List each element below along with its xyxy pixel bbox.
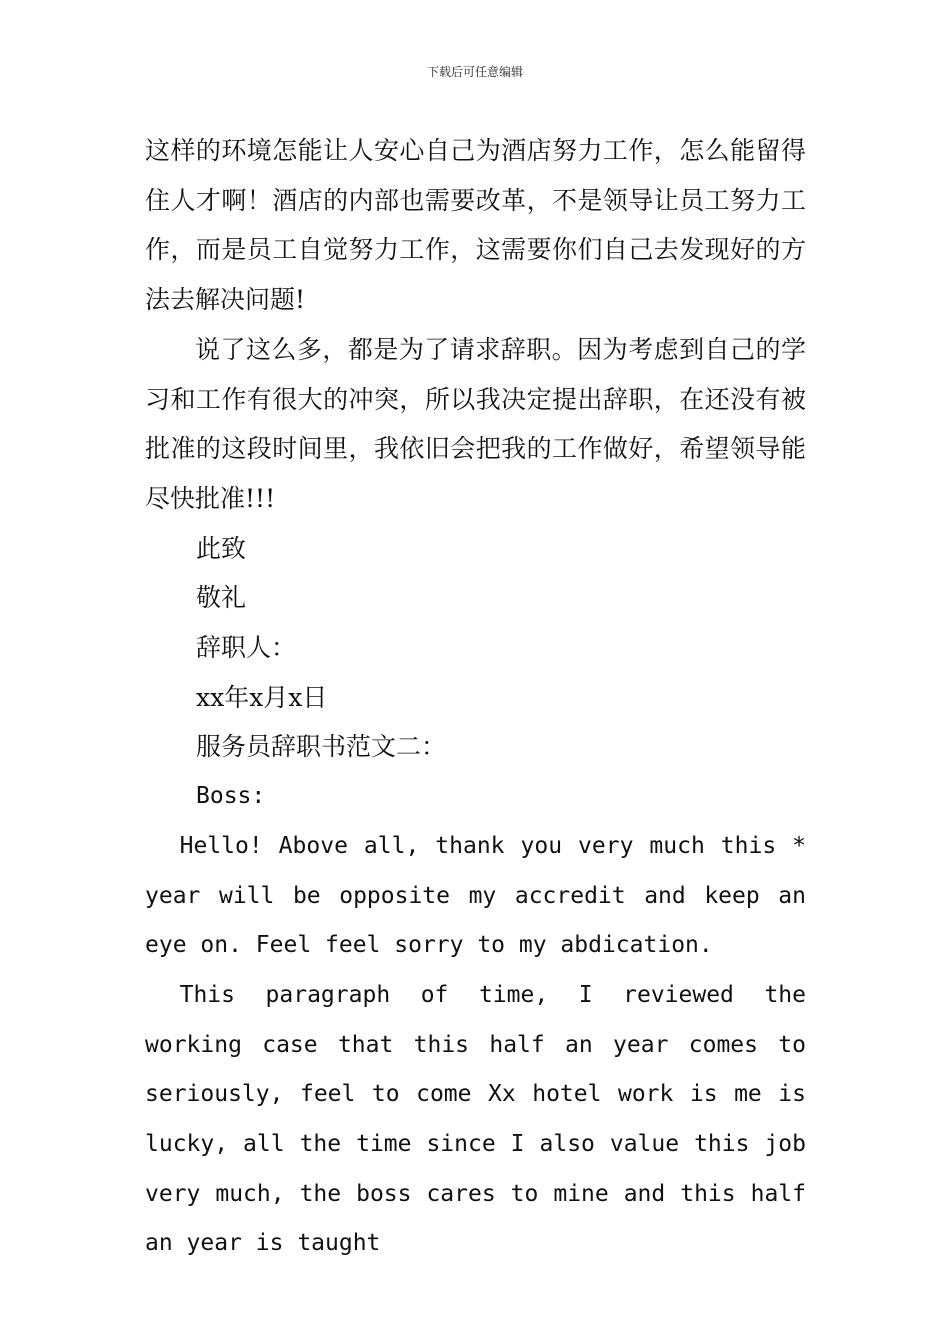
section-heading: 服务员辞职书范文二： (196, 732, 447, 762)
date-line: xx年x月x日 (196, 682, 328, 712)
paragraph-resignation-reason: 说了这么多，都是为了请求辞职。因为考虑到自己的学习和工作有很大的冲突，所以我决定提出辞职，在还没有被批准的这段时间里，我依旧会把我的工作做好，希望领导能尽快批准!!! (145, 334, 806, 513)
signature-label: 辞职人： (196, 633, 297, 663)
english-paragraph-thanks: Hello! Above all, thank you very much this * year will be opposite my accredit and keep an eye on. Feel feel sorry to my abdication. (145, 832, 806, 959)
closing-salutation: 此致 (196, 533, 247, 563)
english-paragraph-review: This paragraph of time, I reviewed the working case that this half an year comes to seriously, feel to come Xx hotel work is me is lucky, all the time since I also value this job very much, the boss cares to mine and this half an year is taught (145, 981, 806, 1257)
closing-regards: 敬礼 (196, 583, 247, 613)
letter-body (145, 126, 806, 1269)
page-header-note: 下载后可任意编辑 (426, 65, 523, 79)
paragraph-workplace-environment: 这样的环境怎能让人安心自己为酒店努力工作，怎么能留得住人才啊！酒店的内部也需要改革，不是领导让员工努力工作，而是员工自觉努力工作，这需要你们自己去发现好的方法去解决问题! (145, 136, 806, 315)
english-greeting: Boss: (196, 783, 266, 810)
